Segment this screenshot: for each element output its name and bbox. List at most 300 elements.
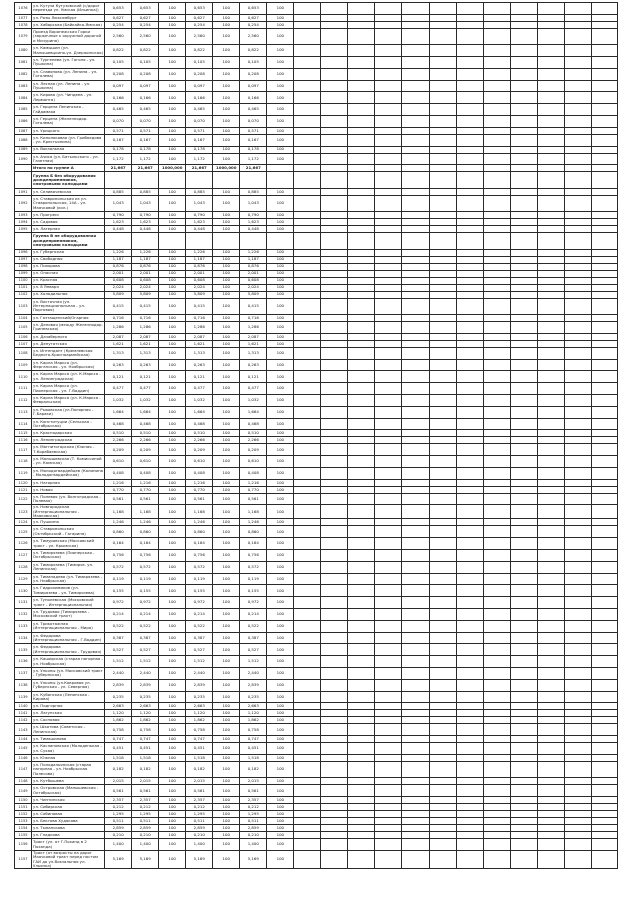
empty-cell	[510, 347, 537, 359]
empty-cell	[294, 667, 321, 679]
empty-cell	[429, 359, 456, 371]
value-cell: 0,747	[105, 736, 132, 743]
empty-cell	[456, 347, 483, 359]
empty-cell	[591, 632, 617, 644]
value-cell: 100	[159, 249, 186, 256]
empty-cell	[537, 115, 564, 127]
row-number-cell: 1108	[15, 347, 32, 359]
empty-cell	[564, 165, 591, 172]
street-name-cell: ул. Карла Маркса (ул. К.Маркса - ул. Ленинградская)	[32, 371, 105, 383]
table-row	[15, 538, 618, 550]
value-cell: 5,809	[132, 291, 159, 298]
empty-cell	[294, 832, 321, 839]
value-cell: 0,627	[105, 14, 132, 21]
empty-cell	[348, 270, 375, 277]
value-cell: 100	[267, 444, 294, 456]
empty-cell	[456, 505, 483, 519]
empty-cell	[348, 291, 375, 298]
value-cell: 2,266	[186, 437, 213, 444]
empty-cell	[483, 679, 510, 691]
empty-cell	[564, 284, 591, 291]
empty-cell	[564, 710, 591, 717]
value-cell: 21,667	[186, 165, 213, 172]
empty-cell	[537, 321, 564, 333]
empty-cell	[537, 573, 564, 585]
empty-cell	[483, 804, 510, 811]
empty-cell	[321, 538, 348, 550]
value-cell: 0,263	[105, 359, 132, 371]
empty-cell	[510, 383, 537, 395]
empty-cell	[429, 172, 456, 188]
empty-cell	[591, 667, 617, 679]
empty-cell	[402, 134, 429, 146]
value-cell: 2,839	[105, 679, 132, 691]
empty-cell	[564, 679, 591, 691]
empty-cell	[321, 526, 348, 538]
empty-cell	[375, 493, 402, 505]
empty-cell	[375, 28, 402, 44]
empty-cell	[456, 608, 483, 620]
empty-cell	[483, 839, 510, 851]
street-name-cell: ул. Кирова (ул. Чиндеев - ул. Лермонта)	[32, 92, 105, 104]
value-cell: 1,187	[132, 256, 159, 263]
value-cell: 0,254	[240, 21, 267, 28]
empty-cell	[564, 761, 591, 777]
value-cell: 100	[159, 825, 186, 832]
value-cell: 100	[159, 597, 186, 609]
empty-cell	[537, 538, 564, 550]
empty-cell	[510, 456, 537, 468]
value-cell: 0,571	[240, 127, 267, 134]
empty-cell	[591, 314, 617, 321]
empty-cell	[537, 430, 564, 437]
value-cell: 100	[159, 394, 186, 406]
empty-cell	[321, 832, 348, 839]
value-cell: 100	[159, 561, 186, 573]
street-name-cell: ул. Бектова Худякова	[32, 818, 105, 825]
value-cell: 100	[159, 68, 186, 80]
table-row	[15, 226, 618, 233]
value-cell: 0,468	[186, 418, 213, 430]
empty-cell	[483, 549, 510, 561]
value-cell: 0,105	[240, 56, 267, 68]
empty-cell	[429, 270, 456, 277]
row-number-cell: 1154	[15, 825, 32, 832]
empty-cell	[510, 134, 537, 146]
empty-cell	[483, 505, 510, 519]
row-number-cell: 1143	[15, 724, 32, 736]
empty-cell	[294, 256, 321, 263]
empty-cell	[375, 188, 402, 195]
empty-cell	[321, 188, 348, 195]
empty-cell	[321, 486, 348, 493]
empty-cell	[375, 127, 402, 134]
empty-cell	[564, 277, 591, 284]
empty-cell	[321, 632, 348, 644]
empty-cell	[294, 56, 321, 68]
value-cell: 2,440	[105, 667, 132, 679]
empty-cell	[456, 219, 483, 226]
empty-cell	[591, 717, 617, 724]
value-cell: 100	[213, 270, 240, 277]
empty-cell	[537, 456, 564, 468]
empty-cell	[456, 467, 483, 479]
empty-cell	[537, 14, 564, 21]
value-cell: 1,032	[186, 394, 213, 406]
empty-cell	[375, 597, 402, 609]
value-cell: 100	[267, 371, 294, 383]
value-cell: 1,120	[132, 710, 159, 717]
empty-cell	[294, 561, 321, 573]
empty-cell	[321, 505, 348, 519]
value-cell: 0,209	[132, 444, 159, 456]
value-cell: 100	[267, 479, 294, 486]
empty-cell	[348, 644, 375, 656]
value-cell: 100	[213, 314, 240, 321]
value-cell: 100	[159, 430, 186, 437]
empty-cell	[429, 406, 456, 418]
street-name-cell: ул. Карла Маркса (ул. К.Маркса - Февральская)	[32, 394, 105, 406]
street-name-cell: ул. Селивачевская	[32, 188, 105, 195]
empty-cell	[456, 703, 483, 710]
table-row	[15, 754, 618, 761]
empty-cell	[564, 256, 591, 263]
empty-cell	[429, 561, 456, 573]
empty-cell	[375, 825, 402, 832]
table-row	[15, 383, 618, 395]
table-row	[15, 256, 618, 263]
empty-cell	[591, 249, 617, 256]
street-name-cell: ул. Газтащенский/Огарная	[32, 314, 105, 321]
table-row	[15, 656, 618, 668]
street-name-cell: Тракт (от возросты на дорог Маячковой тракт перед постом ГАИ до ул.Вокзальная ул. Ульянка)	[32, 850, 105, 868]
empty-cell	[294, 778, 321, 785]
empty-cell	[510, 691, 537, 703]
row-number-cell	[15, 165, 32, 172]
value-cell: 21,667	[105, 165, 132, 172]
value-cell: 100	[159, 493, 186, 505]
value-cell: 100	[267, 667, 294, 679]
empty-cell	[537, 778, 564, 785]
empty-cell	[294, 45, 321, 57]
value-cell: 0,263	[132, 359, 159, 371]
empty-cell	[483, 406, 510, 418]
value-cell: 1,621	[186, 340, 213, 347]
row-number-cell: 1083	[15, 80, 32, 92]
empty-cell	[429, 291, 456, 298]
value-cell: 0,770	[186, 486, 213, 493]
value-cell: 0,121	[186, 371, 213, 383]
empty-cell	[321, 212, 348, 219]
street-name-cell: ул. 8 Января	[32, 284, 105, 291]
empty-cell	[591, 333, 617, 340]
value-cell: 1,295	[240, 811, 267, 818]
value-cell: 0,468	[132, 418, 159, 430]
street-name-cell: ул. Чинтинская	[32, 797, 105, 804]
empty-cell	[483, 597, 510, 609]
empty-cell	[510, 549, 537, 561]
street-name-cell: Проезд Воронежская Горки (заржечные к окружной дорогой и Мичурина)	[32, 28, 105, 44]
empty-cell	[375, 585, 402, 597]
empty-cell	[483, 486, 510, 493]
value-cell: 0,511	[132, 818, 159, 825]
value-cell: 0,415	[132, 298, 159, 314]
empty-cell	[375, 538, 402, 550]
empty-cell	[402, 146, 429, 153]
value-cell: 5,169	[132, 850, 159, 868]
empty-cell	[483, 14, 510, 21]
value-cell: 100	[159, 467, 186, 479]
row-number-cell: 1142	[15, 717, 32, 724]
empty-cell	[402, 249, 429, 256]
empty-cell	[321, 219, 348, 226]
empty-cell	[402, 691, 429, 703]
value-cell: 100	[213, 785, 240, 797]
empty-cell	[294, 597, 321, 609]
empty-cell	[402, 479, 429, 486]
value-cell: 100	[213, 519, 240, 526]
value-cell: 100	[159, 270, 186, 277]
empty-cell	[294, 519, 321, 526]
row-number-cell: 1131	[15, 597, 32, 609]
empty-cell	[537, 493, 564, 505]
empty-cell	[537, 832, 564, 839]
value-cell: 100	[213, 291, 240, 298]
empty-cell	[591, 804, 617, 811]
empty-cell	[537, 691, 564, 703]
value-cell: 100	[159, 406, 186, 418]
empty-cell	[429, 333, 456, 340]
empty-cell	[564, 526, 591, 538]
value-cell: 0,756	[186, 549, 213, 561]
empty-cell	[564, 406, 591, 418]
empty-cell	[510, 644, 537, 656]
street-name-cell: ул. Красная	[32, 277, 105, 284]
value-cell: 100	[213, 347, 240, 359]
value-cell: 1000,000	[213, 165, 240, 172]
empty-cell	[348, 371, 375, 383]
street-name-cell: ул. Дачаберного	[32, 333, 105, 340]
value-cell: 0,164	[132, 538, 159, 550]
empty-cell	[294, 406, 321, 418]
value-cell: 100	[159, 371, 186, 383]
value-cell: 100	[267, 298, 294, 314]
empty-cell	[429, 383, 456, 395]
empty-cell	[375, 134, 402, 146]
value-cell: 0,155	[186, 585, 213, 597]
value-cell	[267, 172, 294, 188]
empty-cell	[321, 383, 348, 395]
street-name-cell: ул. Пихорова	[32, 263, 105, 270]
value-cell: 100	[159, 298, 186, 314]
empty-cell	[294, 195, 321, 211]
row-number-cell: 1098	[15, 263, 32, 270]
empty-cell	[456, 620, 483, 632]
empty-cell	[402, 359, 429, 371]
empty-cell	[348, 519, 375, 526]
value-cell: 100	[267, 597, 294, 609]
value-cell: 1,168	[132, 505, 159, 519]
value-cell: 1,862	[132, 717, 159, 724]
empty-cell	[375, 45, 402, 57]
empty-cell	[510, 811, 537, 818]
value-cell: 1,623	[186, 219, 213, 226]
empty-cell	[429, 437, 456, 444]
value-cell: 2,001	[132, 270, 159, 277]
row-number-cell: 1137	[15, 667, 32, 679]
empty-cell	[591, 127, 617, 134]
value-cell: 0,212	[240, 804, 267, 811]
row-number-cell: 1099	[15, 270, 32, 277]
empty-cell	[321, 608, 348, 620]
value-cell: 100	[267, 92, 294, 104]
value-cell: 0,860	[105, 526, 132, 538]
empty-cell	[348, 340, 375, 347]
table-row	[15, 277, 618, 284]
empty-cell	[375, 371, 402, 383]
empty-cell	[483, 632, 510, 644]
empty-cell	[456, 249, 483, 256]
value-cell: 1,168	[240, 505, 267, 519]
value-cell: 100	[159, 153, 186, 165]
value-cell: 100	[213, 333, 240, 340]
value-cell: 1,043	[105, 195, 132, 211]
empty-cell	[348, 56, 375, 68]
value-cell: 0,235	[105, 691, 132, 703]
value-cell: 1,518	[240, 754, 267, 761]
table-row	[15, 608, 618, 620]
empty-cell	[456, 549, 483, 561]
value-cell: 0,561	[240, 785, 267, 797]
empty-cell	[564, 785, 591, 797]
empty-cell	[537, 28, 564, 44]
empty-cell	[483, 80, 510, 92]
empty-cell	[348, 778, 375, 785]
empty-cell	[456, 371, 483, 383]
row-number-cell: 1114	[15, 418, 32, 430]
empty-cell	[348, 28, 375, 44]
empty-cell	[456, 314, 483, 321]
value-cell: 0,070	[186, 115, 213, 127]
empty-cell	[429, 825, 456, 832]
value-cell: 2,560	[240, 28, 267, 44]
value-cell: 100	[159, 14, 186, 21]
empty-cell	[294, 153, 321, 165]
empty-cell	[564, 359, 591, 371]
empty-cell	[375, 347, 402, 359]
empty-cell	[456, 406, 483, 418]
street-name-cell: Группа Б без оборудования дождеприемников, смотровыми колодцами	[32, 172, 105, 188]
empty-cell	[510, 761, 537, 777]
value-cell	[213, 172, 240, 188]
empty-cell	[591, 21, 617, 28]
empty-cell	[591, 153, 617, 165]
empty-cell	[294, 104, 321, 116]
empty-cell	[456, 632, 483, 644]
street-name-cell: ул. Гладкова	[32, 832, 105, 839]
value-cell: 0,522	[105, 620, 132, 632]
value-cell: 100	[267, 850, 294, 868]
empty-cell	[564, 736, 591, 743]
empty-cell	[564, 188, 591, 195]
empty-cell	[564, 3, 591, 15]
empty-cell	[348, 703, 375, 710]
value-cell: 1,518	[105, 754, 132, 761]
empty-cell	[375, 811, 402, 818]
table-row	[15, 585, 618, 597]
empty-cell	[456, 284, 483, 291]
value-cell: 100	[159, 340, 186, 347]
value-cell: 100	[267, 195, 294, 211]
value-cell: 100	[159, 188, 186, 195]
value-cell: 100	[213, 340, 240, 347]
empty-cell	[591, 585, 617, 597]
value-cell: 0,451	[105, 743, 132, 755]
empty-cell	[510, 679, 537, 691]
empty-cell	[537, 127, 564, 134]
value-cell: 0,716	[132, 314, 159, 321]
table-row	[15, 406, 618, 418]
street-name-cell: ул. Краснодарская	[32, 430, 105, 437]
empty-cell	[537, 277, 564, 284]
empty-cell	[429, 549, 456, 561]
empty-cell	[321, 679, 348, 691]
empty-cell	[510, 165, 537, 172]
value-cell: 0,387	[105, 632, 132, 644]
value-cell: 100	[213, 761, 240, 777]
empty-cell	[537, 226, 564, 233]
empty-cell	[537, 233, 564, 249]
row-number-cell: 1096	[15, 249, 32, 256]
street-name-cell: ул. Федорова (Интернациональная - Г.Ваддин)	[32, 632, 105, 644]
value-cell: 100	[159, 291, 186, 298]
value-cell: 0,876	[132, 263, 159, 270]
value-cell: 100	[159, 743, 186, 755]
empty-cell	[537, 291, 564, 298]
street-name-cell: ул. Тимашинова	[32, 736, 105, 743]
value-cell: 100	[213, 68, 240, 80]
value-cell: 0,561	[186, 493, 213, 505]
value-cell: 1,664	[132, 406, 159, 418]
value-cell: 2,663	[132, 703, 159, 710]
empty-cell	[510, 333, 537, 340]
value-cell: 100	[213, 825, 240, 832]
empty-cell	[402, 153, 429, 165]
street-name-cell: Тракт (ул. от Г.Поханд в 2 Поханда)	[32, 839, 105, 851]
value-cell: 100	[213, 743, 240, 755]
empty-cell	[294, 691, 321, 703]
empty-cell	[402, 597, 429, 609]
value-cell: 0,510	[105, 430, 132, 437]
empty-cell	[294, 437, 321, 444]
empty-cell	[321, 134, 348, 146]
empty-cell	[375, 226, 402, 233]
empty-cell	[429, 134, 456, 146]
empty-cell	[510, 359, 537, 371]
empty-cell	[456, 444, 483, 456]
empty-cell	[564, 486, 591, 493]
value-cell: 0,164	[105, 538, 132, 550]
empty-cell	[591, 761, 617, 777]
empty-cell	[564, 92, 591, 104]
value-cell: 100	[213, 188, 240, 195]
value-cell: 100	[267, 291, 294, 298]
empty-cell	[591, 597, 617, 609]
row-number-cell: 1132	[15, 608, 32, 620]
empty-cell	[375, 479, 402, 486]
value-cell: 100	[267, 778, 294, 785]
empty-cell	[483, 298, 510, 314]
